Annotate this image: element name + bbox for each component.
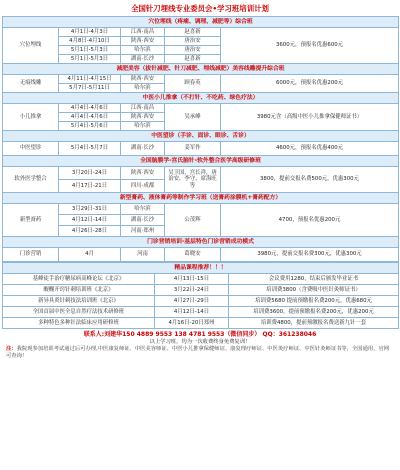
course-name-thread-lift: 无痕线雕 [3,75,59,93]
section-clinic-marketing: 门诊营销培训-基层特色门诊营销成功模式 [3,237,399,248]
course-name-diagnosis: 中医望诊 [3,142,59,156]
featured-course-fee: 培训费5680 提前预缴报名费200元，优惠680元 [229,296,399,307]
place-cell: 陕西·西安 [121,37,165,46]
teacher-cell: 公茂辉 [165,204,221,237]
date-cell: 5月4日-5月7日 [59,142,121,156]
teacher-cell: 葛晓安 [165,248,221,262]
date-cell: 4月17日-21日 [59,180,121,193]
place-cell: 哈尔滨 [121,84,165,93]
footer [2,329,398,363]
fee-cell: 3980元，提前交报名费300元，优惠300元 [221,248,399,262]
teacher-cell: 赵喜新 [165,28,221,37]
course-name-acupoint: 穴位埋线 [3,28,59,64]
teacher-cell: 吴卫国，宫长祥，唐治安，李守，席海旺等 [165,167,221,193]
course-name-clinic: 门诊营销 [3,248,59,262]
teacher-cell: 唐治安 [165,37,221,46]
course-name-soft-surgery: 软外医学整合 [3,167,59,193]
fee-cell: 4600元，预报名优惠400元 [221,142,399,156]
section-featured: 精品课程推荐！！！ [3,263,399,274]
section-soft-surgery: 全国脑膜学-宫氏脑针-软外整合医学高级研修班 [3,156,399,167]
memo-label: 注： [6,346,17,353]
place-cell: 陕西·西安 [121,167,165,180]
place-cell: 陕西·西安 [121,75,165,84]
section-diagnosis: 中医望诊（手诊、面诊、眼诊、舌诊） [3,131,399,142]
teacher-cell: 吴承峰 [165,104,221,131]
place-cell: 湖南·长沙 [121,215,165,226]
teacher-cell: 赵喜新 [165,55,221,64]
fee-cell: 3980元含（高级中医小儿推拿保健师证书） [221,104,399,131]
featured-course-date: 3月22日-24日 [155,285,229,296]
course-name-plaster: 新型膏药 [3,204,59,237]
place-cell: 哈尔滨 [121,46,165,55]
featured-course-name: 醍醐开窍针刺培训班《北京》 [3,285,155,296]
featured-course-fee: 培训费3800（含费吸中医针灸师证书） [229,285,399,296]
section-plaster: 新型膏药、液体膏药等制作学习班（送膏药涂膜机+膏药配方） [3,193,399,204]
date-cell: 4月 [59,248,121,262]
featured-course-name: 全国首届中医全息自然疗法技术研修班 [3,307,155,318]
certificate-memo [6,346,394,360]
date-cell: 4月8日-4月10日 [59,37,121,46]
retraining-note: 以上学习班，均为一次收费终身免费复训！ [149,339,251,346]
section-slimming: 减肥美容（拔针减肥、针刀减肥、埋线减肥）美容线雕提升综合班 [3,64,399,75]
fee-cell: 3600元，预报名优惠600元 [221,28,399,64]
place-cell: 河南 [121,248,165,262]
memo-text: 我院现参加培训考试通过后可办理,中医康复师证、中医美容师证、中医小儿推拿保健师证、康复理疗师证、中医灸疗师证、中医针灸师证书等，全国通用，官网可查询！ [6,346,390,360]
place-cell: 湖南·长沙 [121,55,165,64]
place-cell: 哈尔滨 [121,122,165,131]
fee-cell: 6000元，预报名优惠200元 [221,75,399,93]
place-cell: 河南·郑州 [121,226,165,237]
section-acupoint: 穴位埋线（疼痛、调理、减肥等）综合班 [3,17,399,28]
featured-course-fee: 培训费3600，提前预缴报名费200元，优惠200元 [229,307,399,318]
contact-info: 联系人:刘建华150 4889 9553 138 4781 9553（微信同步） QQ：361238046 [83,331,317,338]
schedule-table [2,16,399,262]
course-name-pediatric: 小儿推拿 [3,104,59,131]
date-cell: 3月29日-31日 [59,204,121,215]
date-cell: 4月1日-4月3日 [59,28,121,37]
place-cell: 四川·成都 [121,180,165,193]
date-cell: 4月26日-28日 [59,226,121,237]
fee-cell: 3800，提前交报名费500元，优惠300元 [221,167,399,193]
featured-course-name: 新异具炎针刺技法培训班《北京》 [3,296,155,307]
featured-course-date: 4月12日-14日 [155,307,229,318]
featured-course-fee: 培训费4800，提前预缴报名费送新九针一套 [229,318,399,329]
teacher-cell: 顾春英 [165,75,221,93]
featured-course-name: 基峰徒手治疗糖尿病高峰论坛《北京》 [3,274,155,285]
featured-course-date: 4月27日-29日 [155,296,229,307]
date-cell: 4月4日-4月6日 [59,104,121,113]
featured-course-date: 4月16日-20日郑州 [155,318,229,329]
section-pediatric: 中医小儿推拿（不打针、不吃药、绿色疗法） [3,93,399,104]
place-cell: 湖南·长沙 [121,142,165,156]
date-cell: 4月12日-14日 [59,215,121,226]
place-cell: 江西·南昌 [121,104,165,113]
fee-cell: 4700，预报名优惠200元 [221,204,399,237]
date-cell: 5月1日-5月3日 [59,55,121,64]
featured-course-date: 4月13日-15日 [155,274,229,285]
featured-course-fee: 会议费用1280，结束后颁发毕业证书 [229,274,399,285]
date-cell: 5月1日-5月3日 [59,46,121,55]
place-cell: 哈尔滨 [121,204,165,215]
date-cell: 5月4日-5月6日 [59,122,121,131]
date-cell: 4月4日-4月6日 [59,113,121,122]
place-cell: 江西·南昌 [121,28,165,37]
schedule-page [2,2,398,468]
teacher-cell: 唐治安 [165,46,221,55]
place-cell: 陕西·西安 [121,113,165,122]
featured-courses-table [2,262,399,329]
date-cell: 4月11日-4月15日 [59,75,121,84]
featured-course-name: 多种特色多种针法临床应用研修班 [3,318,155,329]
date-cell: 5月7日-5月11日 [59,84,121,93]
teacher-cell: 姜军作 [165,142,221,156]
page-title: 全国针刀埋线专业委员会•学习班培训计划 [131,4,269,13]
date-cell: 3月20日-24日 [59,167,121,180]
